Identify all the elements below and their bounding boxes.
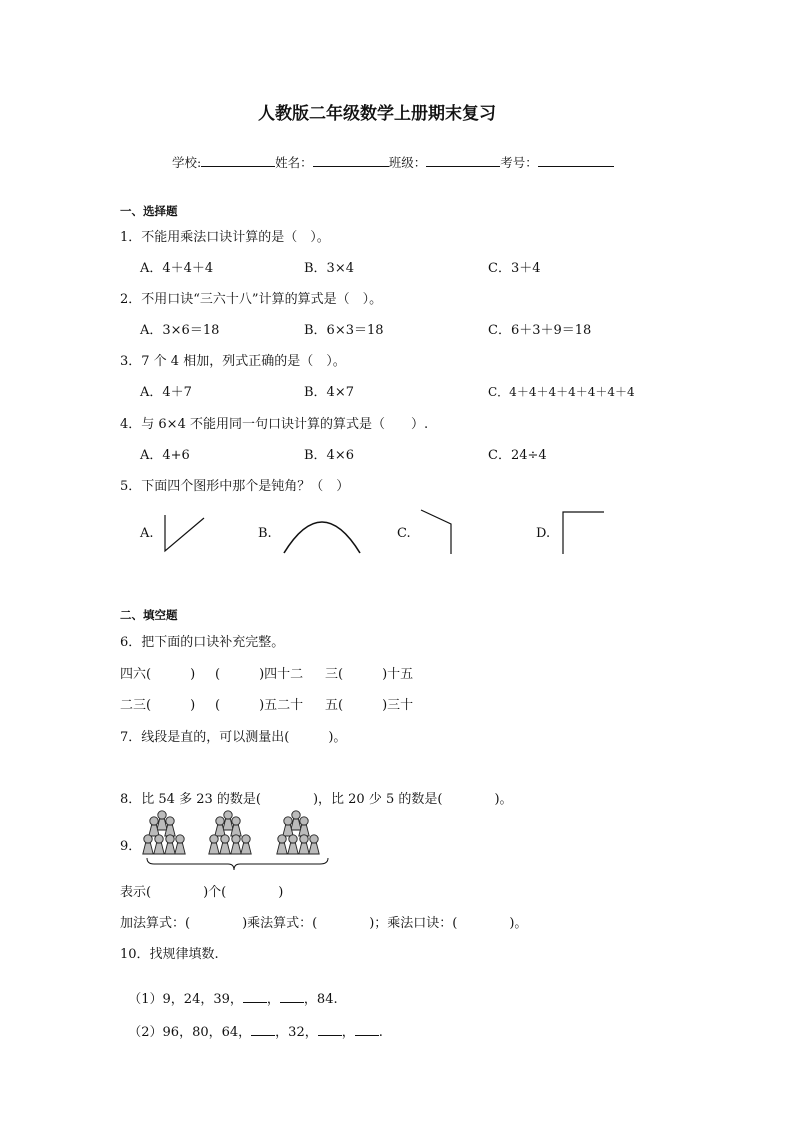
q3-option-c: C．4＋4＋4＋4＋4＋4＋4: [488, 385, 635, 399]
q9-figure: [140, 814, 340, 872]
section-choice-heading: 一、选择题: [120, 204, 178, 218]
q6-stem: 6．把下面的口诀补充完整。: [120, 635, 285, 650]
q8-stem: 8．比 54 多 23 的数是( )，比 20 少 5 的数是( )。: [120, 792, 513, 807]
q4-stem: 4．与 6×4 不能用同一句口诀计算的算式是（ ）.: [120, 417, 429, 432]
q6-row1-item3[interactable]: 三( )十五: [325, 667, 414, 682]
q10-s2-text-d: .: [378, 1025, 383, 1040]
page-title: 人教版二年级数学上册期末复习: [258, 104, 496, 124]
q5-option-b-label: B.: [258, 526, 272, 541]
exam-no-field[interactable]: [538, 154, 614, 167]
q5-option-c-label: C.: [397, 526, 411, 541]
q5-option-a-label: A.: [140, 526, 154, 541]
q1-option-b: B．3×4: [304, 261, 354, 276]
q1-option-a: A．4＋4＋4: [140, 261, 214, 276]
q1-stem: 1．不能用乘法口诀计算的是（ ）。: [120, 230, 330, 245]
q1-option-c: C．3＋4: [488, 261, 541, 276]
info-line: [164, 141, 614, 169]
q5-figure-c: [418, 506, 458, 556]
q10-s1-text-c: ，84.: [303, 992, 338, 1007]
class-field[interactable]: [426, 154, 500, 167]
q10-s1-text-a: （1）9，24，39，: [128, 992, 243, 1007]
q5-stem: 5．下面四个图形中那个是钝角？（ ）: [120, 479, 350, 494]
q9-formulas[interactable]: 加法算式：( )乘法算式：( )；乘法口诀：( )。: [120, 916, 528, 931]
q5-figure-a: [160, 512, 210, 554]
name-field[interactable]: [313, 154, 389, 167]
q10-s1-blank-2[interactable]: [280, 992, 304, 1003]
q2-option-c: C．6＋3＋9＝18: [488, 323, 592, 338]
q6-row2-item1[interactable]: 二三( ): [120, 698, 196, 713]
q5-figure-b: [280, 510, 365, 555]
class-label: 班级：: [388, 154, 427, 170]
q3-option-b: B．4×7: [304, 385, 354, 400]
name-label: 姓名：: [275, 154, 313, 170]
q6-row1-item1[interactable]: 四六( ): [120, 667, 196, 682]
school-field[interactable]: [201, 154, 275, 167]
q6-row2-item3[interactable]: 五( )三十: [325, 698, 414, 713]
q10-sequence-1: [120, 979, 338, 1006]
q7-stem: 7．线段是直的，可以测量出( )。: [120, 730, 347, 745]
q10-s2-text-a: （2）96，80，64，: [128, 1025, 252, 1040]
exam-no-label: 考号：: [500, 154, 538, 170]
q10-s1-blank-1[interactable]: [243, 992, 267, 1003]
q2-option-a: A．3×6＝18: [140, 323, 220, 338]
q6-row1-item2[interactable]: ( )四十二: [215, 667, 304, 682]
q2-option-b: B．6×3＝18: [304, 323, 384, 338]
school-label: 学校:: [171, 154, 202, 170]
q3-option-a: A．4＋7: [140, 385, 192, 400]
q5-figure-d: [558, 508, 608, 556]
q10-s2-blank-3[interactable]: [355, 1025, 379, 1036]
q10-s2-blank-2[interactable]: [318, 1025, 342, 1036]
q5-option-d-label: D.: [536, 526, 551, 541]
q10-stem: 10．找规律填数.: [120, 947, 219, 962]
q9-represent[interactable]: 表示( )个( ): [120, 885, 284, 900]
q3-stem: 3．7 个 4 相加，列式正确的是（ ）。: [120, 354, 346, 369]
q4-option-a: A．4+6: [140, 448, 190, 463]
q4-option-b: B．4×6: [304, 448, 354, 463]
q4-option-c: C．24÷4: [488, 448, 547, 463]
q9-number: 9．: [120, 839, 142, 854]
q10-s2-blank-1[interactable]: [251, 1025, 275, 1036]
q10-s1-text-b: ，: [266, 992, 280, 1007]
q10-s2-text-b: ，32，: [275, 1025, 318, 1040]
q10-sequence-2: [120, 1012, 383, 1039]
q6-row2-item2[interactable]: ( )五二十: [215, 698, 304, 713]
q10-s2-text-c: ，: [341, 1025, 355, 1040]
section-fill-heading: 二、填空题: [120, 608, 178, 622]
q2-stem: 2．不用口诀“三六十八”计算的算式是（ ）。: [120, 292, 383, 307]
